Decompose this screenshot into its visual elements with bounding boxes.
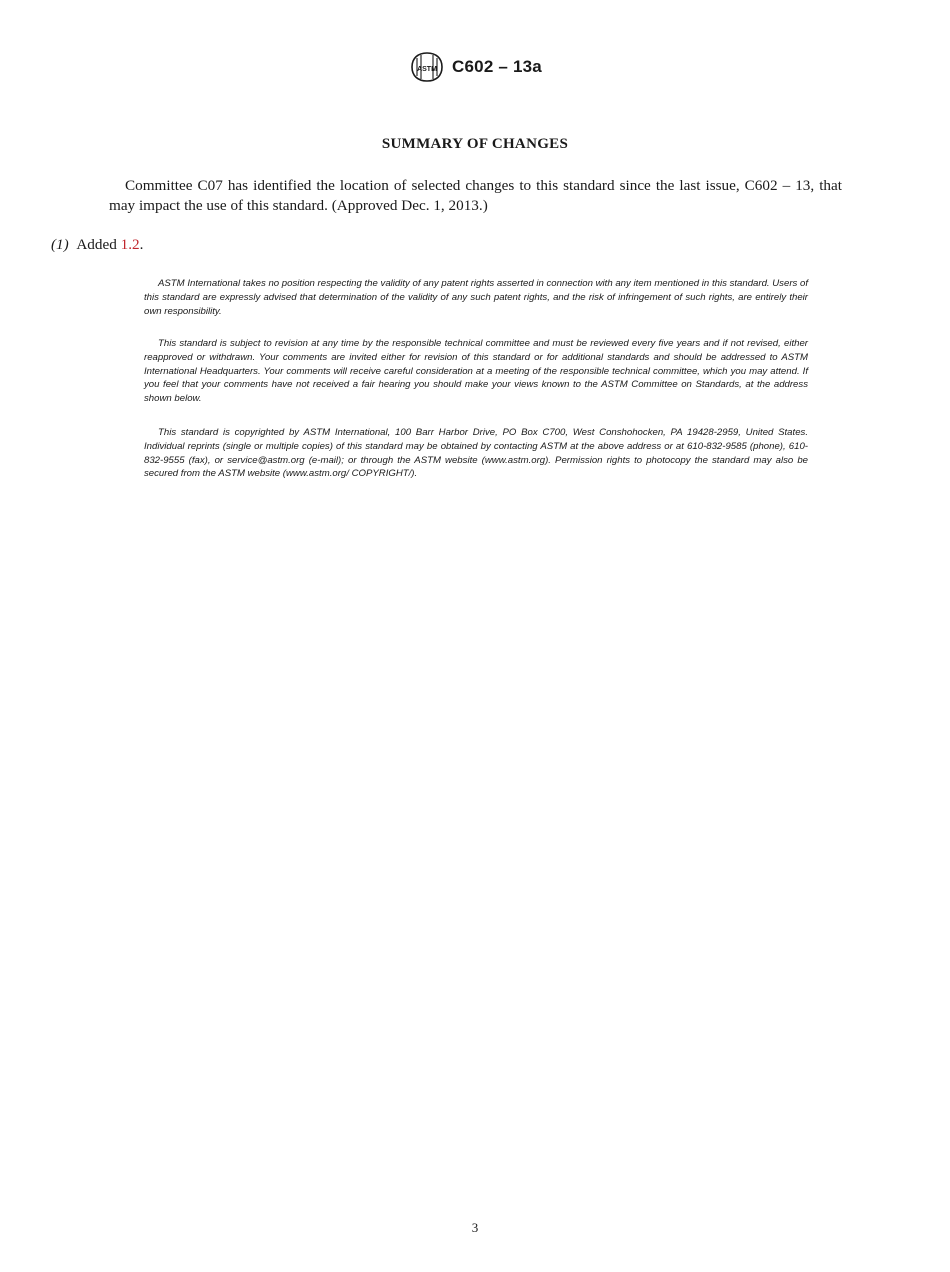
- page-header: [0, 50, 950, 84]
- change-text: Added: [76, 236, 117, 253]
- document-designation: C602 – 13a: [452, 57, 542, 76]
- copyright-notice: This standard is copyrighted by ASTM International, 100 Barr Harbor Drive, PO Box C700, West Conshohocken, PA 19428-2959, United States. Individual reprints (single or multiple copies) of this standard may be obtained by contacting ASTM at the above address or at 610-832-9585 (phone), 610-832-9555 (fax), or service@astm.org (e-mail); or through the ASTM website (www.astm.org). Permission rights to photocopy the standard may also be secured from the ASTM website (www.astm.org/ COPYRIGHT/).: [144, 427, 808, 480]
- section-reference-link[interactable]: 1.2: [120, 236, 140, 253]
- change-item: [51, 235, 143, 255]
- patent-notice: ASTM International takes no position respecting the validity of any patent rights asserted in connection with any item mentioned in this standard. Users of this standard are expressly advised that determination of the validity of any such patent rights, and the risk of infringement of such rights, are entirely their own responsibility.: [144, 278, 808, 317]
- summary-title: SUMMARY OF CHANGES: [381, 136, 569, 152]
- change-number: (1): [51, 236, 69, 253]
- page-number: 3: [471, 1220, 479, 1235]
- summary-intro: Committee C07 has identified the location of selected changes to this standard since the last issue, C602 – 13, that may impact the use of this standard. (Approved Dec. 1, 2013.): [109, 177, 842, 214]
- revision-notice: This standard is subject to revision at any time by the responsible technical committee and must be reviewed every five years and if not revised, either reapproved or withdrawn. Your comments are invited either for revision of this standard or for additional standards and should be addressed to ASTM International Headquarters. Your comments will receive careful consideration at a meeting of the responsible technical committee, which you may attend. If you feel that your comments have not received a fair hearing you should make your views known to the ASTM Committee on Standards, at the address shown below.: [144, 338, 808, 405]
- astm-logo-text: ASTM: [417, 66, 437, 73]
- astm-logo-icon: [408, 50, 446, 84]
- change-suffix: .: [139, 236, 144, 253]
